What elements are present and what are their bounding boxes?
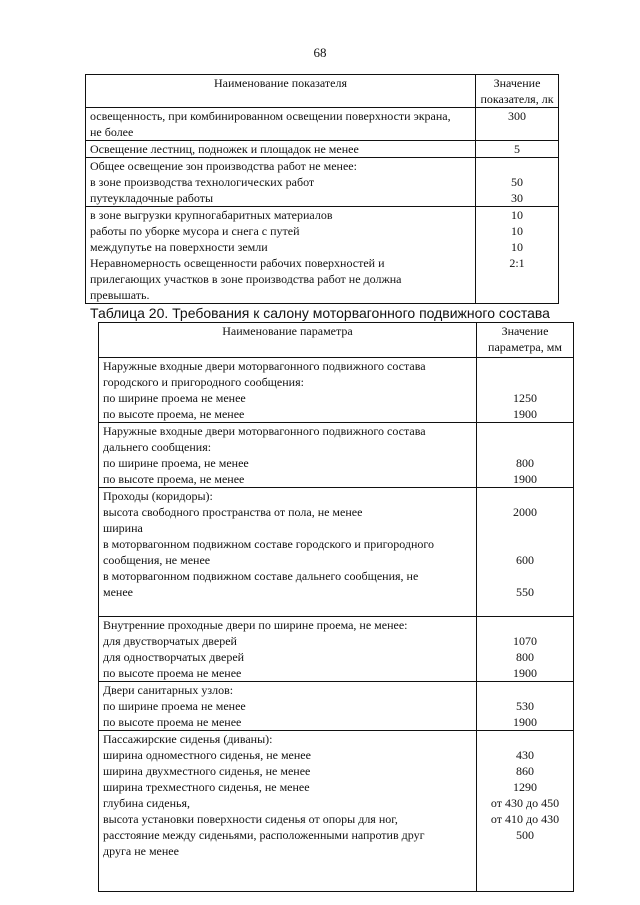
row-line: Неравномерность освещенности рабочих поверхностей и (90, 256, 385, 270)
header-line: параметра, мм (488, 340, 562, 354)
header-line: Наименование показателя (214, 76, 347, 90)
table-row (99, 682, 574, 731)
row-line: в зоне выгрузки крупногабаритных материалов (90, 208, 333, 222)
row-line: в моторвагонном подвижном составе дальнего сообщения, не (103, 569, 419, 583)
row-line: освещенность, при комбинированном освещении поверхности экрана, (90, 109, 451, 123)
row-line: Наружные входные двери моторвагонного подвижного состава (103, 424, 426, 438)
row-value-cell (477, 682, 574, 731)
column-header-value (476, 75, 559, 108)
row-value: 600 (516, 553, 534, 567)
row-value: от 410 до 430 (490, 812, 560, 826)
column-header-name (86, 75, 476, 108)
row-line: ширина (103, 521, 143, 535)
table-row (86, 141, 559, 158)
table-row (86, 158, 559, 207)
illumination-table (85, 74, 559, 304)
row-name-cell (86, 108, 476, 141)
row-value: 30 (511, 191, 523, 205)
row-name-cell (99, 488, 477, 617)
row-value-cell (477, 423, 574, 488)
row-name-cell (86, 141, 476, 158)
row-value: 50 (511, 175, 523, 189)
row-value: 800 (516, 456, 534, 470)
row-value: 860 (516, 764, 534, 778)
row-value-cell (477, 617, 574, 682)
row-line: не более (90, 125, 134, 139)
row-value: от 430 до 450 (490, 796, 560, 810)
header-line: показателя, лк (480, 92, 554, 106)
row-value: 300 (508, 109, 526, 123)
table-caption: Таблица 20. Требования к салону моторвагонного подвижного состава (90, 305, 550, 321)
row-line: ширина одноместного сиденья, не менее (103, 748, 311, 762)
row-value-cell (477, 358, 574, 423)
table-header-row (86, 75, 559, 108)
row-name-cell (86, 207, 476, 304)
row-line: Двери санитарных узлов: (103, 683, 234, 697)
row-line: по высоте проема, не менее (103, 472, 245, 486)
table-header-row (99, 323, 574, 358)
row-line: Внутренние проходные двери по ширине проема, не менее: (103, 618, 408, 632)
row-line: городского и пригородного сообщения: (103, 375, 304, 389)
table-row (99, 617, 574, 682)
row-value: 1900 (513, 666, 537, 680)
row-line: для одностворчатых дверей (103, 650, 245, 664)
row-line: Проходы (коридоры): (103, 489, 213, 503)
row-value-cell (476, 207, 559, 304)
row-line: расстояние между сиденьями, расположенными напротив друг (103, 828, 425, 842)
row-name-cell (99, 617, 477, 682)
row-line: путеукладочные работы (90, 191, 214, 205)
row-line: менее (103, 585, 133, 599)
header-line: Значение (493, 76, 541, 90)
row-value: 1250 (513, 391, 537, 405)
row-name-cell (99, 731, 477, 892)
row-value-cell (476, 158, 559, 207)
row-value: 1900 (513, 407, 537, 421)
header-line: Значение (501, 324, 549, 338)
row-line: Освещение лестниц, подножек и площадок не менее (90, 142, 359, 156)
row-line: ширина трехместного сиденья, не менее (103, 780, 310, 794)
row-name-cell (99, 682, 477, 731)
row-line: высота установки поверхности сиденья от опоры для ног, (103, 812, 398, 826)
row-line: Общее освещение зон производства работ не менее: (90, 159, 357, 173)
row-line: высота свободного пространства от пола, не менее (103, 505, 363, 519)
table-row (99, 423, 574, 488)
row-line: по высоте проема не менее (103, 666, 242, 680)
row-value: 10 (511, 208, 523, 222)
row-value: 430 (516, 748, 534, 762)
row-line: прилегающих участков в зоне производства работ не должна (90, 272, 402, 286)
row-value: 530 (516, 699, 534, 713)
row-value: 2000 (513, 505, 537, 519)
row-line: сообщения, не менее (103, 553, 211, 567)
column-header-name (99, 323, 477, 358)
row-line: по высоте проема, не менее (103, 407, 245, 421)
row-value: 1900 (513, 715, 537, 729)
row-value: 1900 (513, 472, 537, 486)
table-row (86, 108, 559, 141)
row-value-cell (477, 731, 574, 892)
header-line: Наименование параметра (222, 324, 353, 338)
row-value: 10 (511, 240, 523, 254)
row-line: Пассажирские сиденья (диваны): (103, 732, 273, 746)
row-line: по ширине проема не менее (103, 391, 246, 405)
page-number: 68 (313, 45, 327, 60)
row-line: по ширине проема не менее (103, 699, 246, 713)
row-line: в моторвагонном подвижном составе городского и пригородного (103, 537, 435, 551)
table-row (99, 731, 574, 892)
row-value-cell (476, 141, 559, 158)
row-value: 500 (516, 828, 534, 842)
row-value-cell (476, 108, 559, 141)
row-line: глубина сиденья, (103, 796, 191, 810)
column-header-value (477, 323, 574, 358)
row-value: 2:1 (509, 256, 525, 270)
row-line: дальнего сообщения: (103, 440, 212, 454)
table-row (99, 488, 574, 617)
row-line: ширина двухместного сиденья, не менее (103, 764, 311, 778)
row-value-cell (477, 488, 574, 617)
row-value: 1070 (513, 634, 537, 648)
row-name-cell (86, 158, 476, 207)
row-line: друга не менее (103, 844, 179, 858)
row-value: 5 (514, 142, 520, 156)
row-line: по высоте проема не менее (103, 715, 242, 729)
row-line: работы по уборке мусора и снега с путей (90, 224, 300, 238)
table-row (86, 207, 559, 304)
row-value: 1290 (513, 780, 537, 794)
row-line: в зоне производства технологических работ (90, 175, 315, 189)
row-line: для двустворчатых дверей (103, 634, 237, 648)
row-value: 10 (511, 224, 523, 238)
row-name-cell (99, 423, 477, 488)
row-line: междупутье на поверхности земли (90, 240, 268, 254)
row-line: Наружные входные двери моторвагонного подвижного состава (103, 359, 426, 373)
row-line: по ширине проема, не менее (103, 456, 249, 470)
salon-requirements-table (98, 322, 574, 892)
table-row (99, 358, 574, 423)
row-line: превышать. (90, 288, 150, 302)
row-value: 550 (516, 585, 534, 599)
row-name-cell (99, 358, 477, 423)
row-value: 800 (516, 650, 534, 664)
